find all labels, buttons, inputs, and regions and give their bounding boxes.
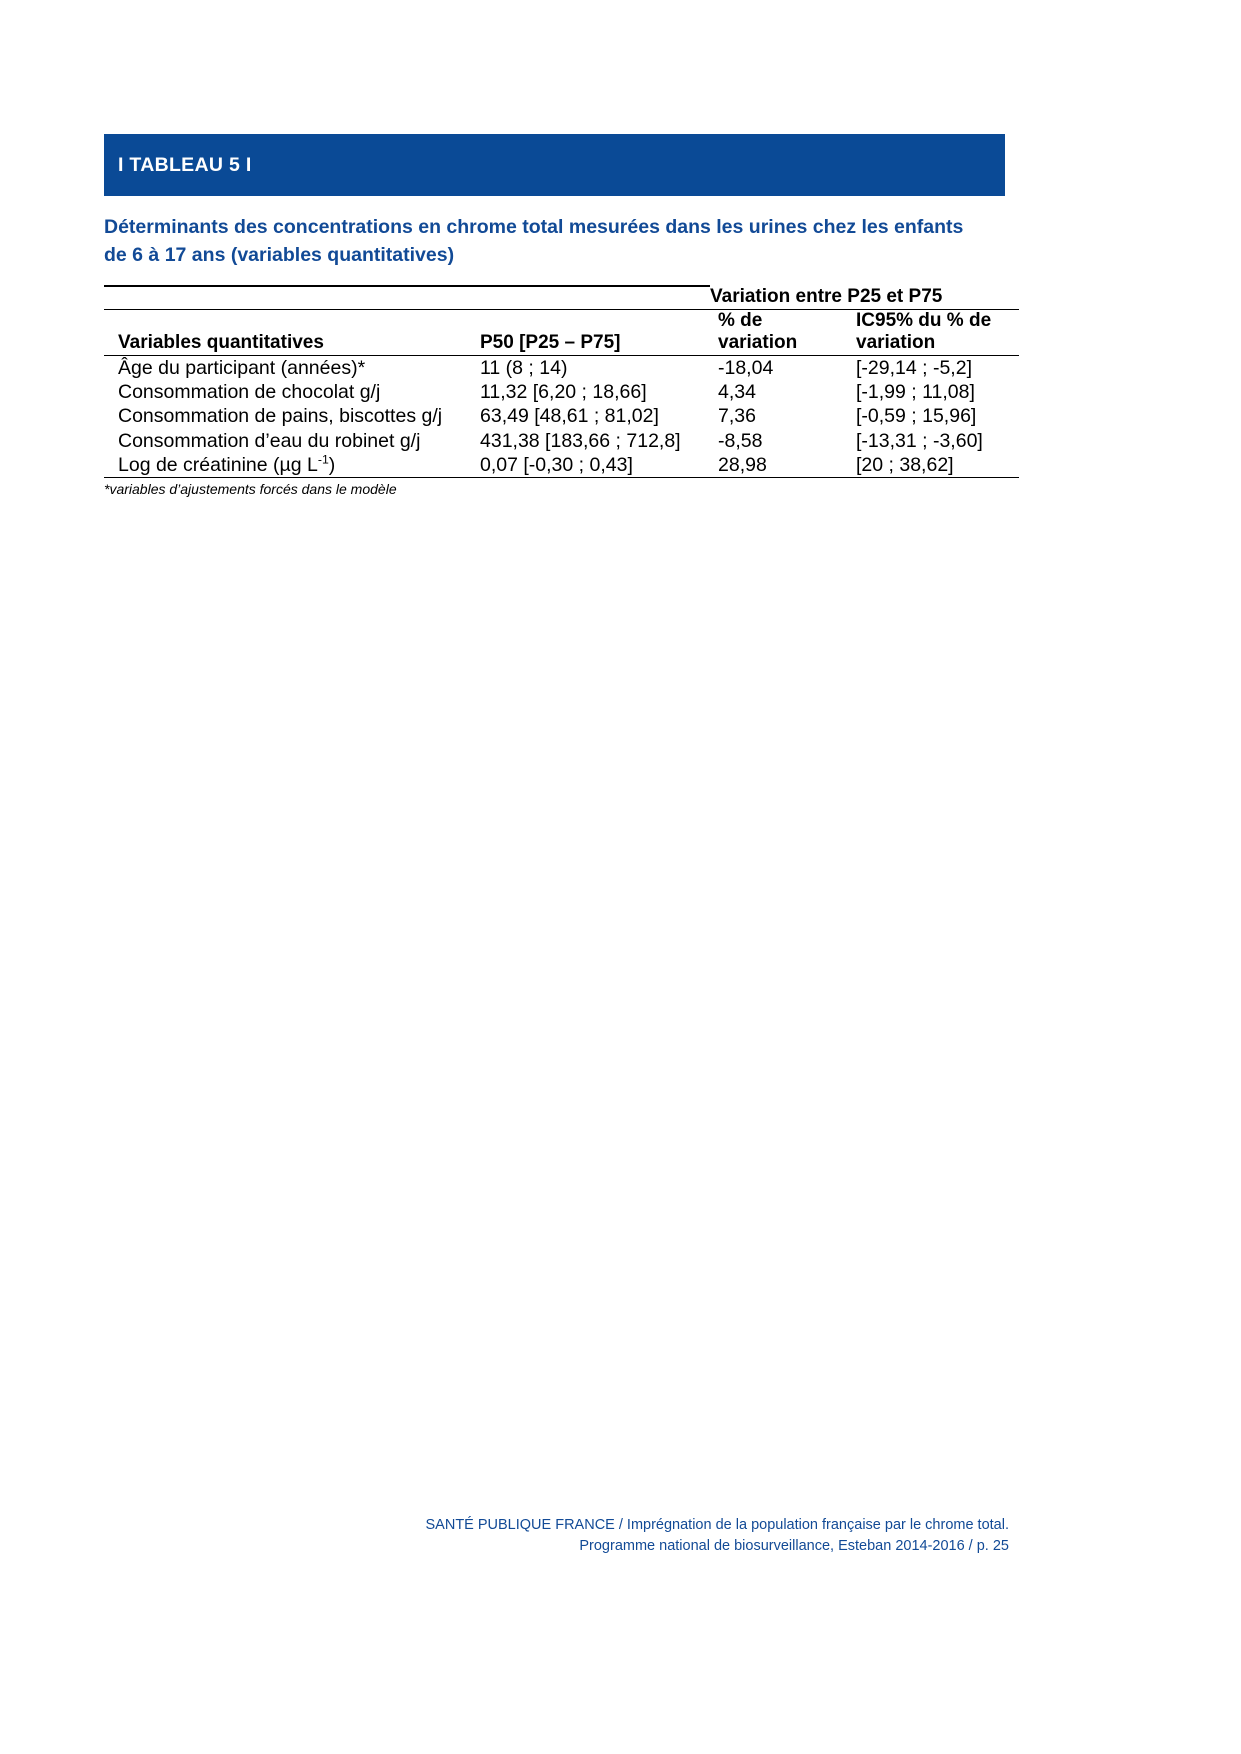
data-table-container (104, 285, 1019, 497)
table-column-header-row (104, 309, 1019, 355)
cell-p50: 11,32 [6,20 ; 18,66] (480, 380, 647, 403)
span-header-variation: Variation entre P25 et P75 (710, 286, 943, 307)
table-caption-line-2: de 6 à 17 ans (variables quantitatives) (104, 243, 455, 266)
cell-pct-variation: 28,98 (710, 453, 848, 478)
column-header-ic95 (848, 309, 1019, 355)
table-footnote: *variables d’ajustements forcés dans le modèle (104, 481, 397, 498)
cell-p50: 431,38 [183,66 ; 712,8] (480, 429, 681, 452)
page-footer (426, 1515, 1010, 1559)
cell-ic95: [20 ; 38,62] (848, 453, 1019, 478)
cell-ic95: [-0,59 ; 15,96] (856, 405, 977, 428)
column-header-p50: P50 [P25 – P75] (470, 309, 710, 355)
column-header-ic95-line2: variation (856, 332, 936, 354)
cell-pct-variation: -18,04 (710, 355, 848, 380)
table-number-banner (104, 134, 1005, 196)
cell-variable (104, 453, 470, 478)
table-row (104, 429, 1019, 453)
table-number-label: I TABLEAU 5 I (118, 153, 252, 176)
column-header-pct-variation (710, 309, 848, 355)
cell-ic95: [-1,99 ; 11,08] (856, 380, 975, 403)
cell-pct-variation: -8,58 (718, 429, 763, 452)
cell-variable: Âge du participant (années)* (104, 355, 470, 380)
cell-pct-variation: 4,34 (718, 380, 756, 403)
cell-p50: 11 (8 ; 14) (470, 355, 710, 380)
cell-variable: Consommation de chocolat g/j (118, 380, 381, 403)
cell-variable-suffix: ) (328, 454, 336, 477)
table-caption (104, 214, 1019, 269)
table-row (104, 453, 1019, 478)
cell-variable-superscript: -1 (317, 452, 329, 467)
column-header-pct-variation-line1: % de (718, 309, 763, 331)
table-caption-line-1: Déterminants des concentrations en chrome total mesurées dans les urines chez les enfants (104, 216, 964, 238)
cell-p50: 63,49 [48,61 ; 81,02] (480, 405, 659, 428)
cell-variable: Consommation de pains, biscottes g/j (118, 405, 443, 428)
column-header-pct-variation-line2: variation (718, 332, 798, 354)
cell-pct-variation: 7,36 (718, 405, 756, 428)
table-row (104, 380, 1019, 404)
column-header-variables: Variables quantitatives (104, 309, 470, 355)
span-header-blank-1 (104, 286, 470, 309)
cell-ic95: [-29,14 ; -5,2] (848, 355, 1019, 380)
table-head (104, 286, 1019, 355)
cell-variable-prefix: Log de créatinine (µg L (118, 454, 318, 477)
footer-line-1: SANTÉ PUBLIQUE FRANCE / Imprégnation de la population française par le chrome total. (425, 1516, 1009, 1533)
cell-p50: 0,07 [-0,30 ; 0,43] (470, 453, 710, 478)
table-span-header-row (104, 286, 1019, 309)
table-row (104, 355, 1019, 380)
table-body (104, 355, 1019, 478)
determinants-table (104, 285, 1019, 478)
cell-variable: Consommation d’eau du robinet g/j (118, 429, 421, 452)
footer-line-2: Programme national de biosurveillance, Esteban 2014-2016 / p. 25 (579, 1538, 1009, 1555)
table-row (104, 404, 1019, 428)
span-header-blank-2 (470, 286, 710, 309)
column-header-ic95-line1: IC95% du % de (856, 309, 992, 331)
cell-ic95: [-13,31 ; -3,60] (856, 429, 983, 452)
